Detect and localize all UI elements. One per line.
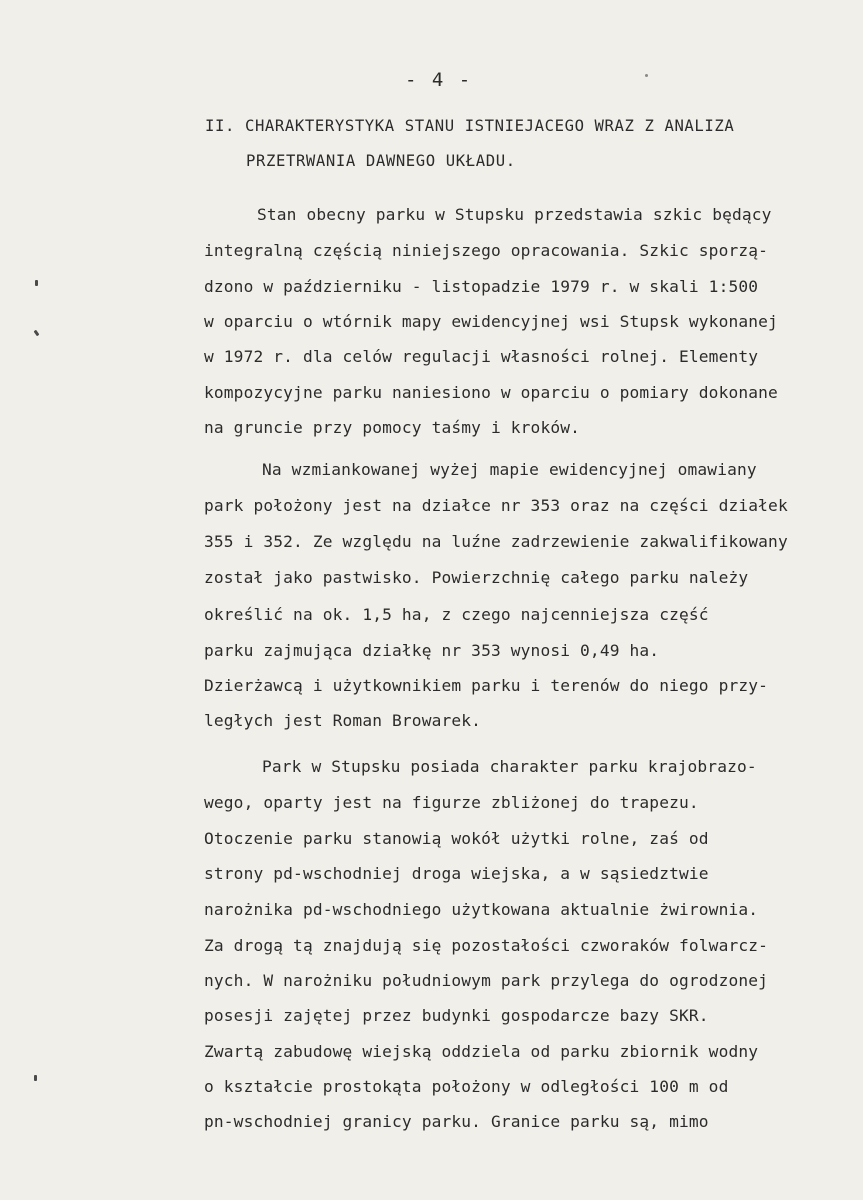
text-line: ległych jest Roman Browarek. [204,711,482,730]
text-line: na gruncie przy pomocy taśmy i kroków. [204,418,581,437]
text-line: Otoczenie parku stanowią wokół użytki rolne, zaś od [204,829,709,848]
section-heading-line-2: PRZETRWANIA DAWNEGO UKŁADU. [246,152,516,170]
speck-mark [645,74,648,77]
text-line: Dzierżawcą i użytkownikiem parku i terenów do niego przy- [204,676,769,695]
margin-mark [34,330,40,337]
text-line: Park w Stupsku posiada charakter parku krajobrazo- [262,757,757,776]
page-number: - 4 - [405,69,473,91]
text-line: kompozycyjne parku naniesiono w oparciu o pomiary dokonane [204,383,778,402]
text-line: o kształcie prostokąta położony w odległości 100 m od [204,1077,729,1096]
text-line: 355 i 352. Ze względu na luźne zadrzewienie zakwalifikowany [204,532,788,551]
text-line: nych. W narożniku południowym park przylega do ogrodzonej [204,971,769,990]
margin-mark [34,1075,37,1081]
text-line: parku zajmująca działkę nr 353 wynosi 0,49 ha. [204,641,660,660]
text-line: w oparciu o wtórnik mapy ewidencyjnej wsi Stupsk wykonanej [204,312,778,331]
text-line: pn-wschodniej granicy parku. Granice parku są, mimo [204,1112,709,1131]
text-line: Zwartą zabudowę wiejską oddziela od parku zbiornik wodny [204,1042,759,1061]
text-line: określić na ok. 1,5 ha, z czego najcenniejsza część [204,605,709,624]
text-line: park położony jest na działce nr 353 oraz na części działek [204,496,788,515]
text-line: został jako pastwisko. Powierzchnię całego parku należy [204,568,749,587]
text-line: integralną częścią niniejszego opracowania. Szkic sporzą- [204,241,769,260]
text-line: Stan obecny parku w Stupsku przedstawia szkic będący [257,205,772,224]
text-line: Za drogą tą znajdują się pozostałości czworaków folwarcz- [204,936,769,955]
text-line: wego, oparty jest na figurze zbliżonej do trapezu. [204,793,699,812]
section-heading-line-1: II. CHARAKTERYSTYKA STANU ISTNIEJACEGO WRAZ Z ANALIZA [205,117,735,135]
text-line: narożnika pd-wschodniego użytkowana aktualnie żwirownia. [204,900,759,919]
text-line: Na wzmiankowanej wyżej mapie ewidencyjnej omawiany [262,460,757,479]
text-line: strony pd-wschodniej droga wiejska, a w sąsiedztwie [204,864,709,883]
text-line: posesji zajętej przez budynki gospodarcze bazy SKR. [204,1006,709,1025]
text-line: dzono w październiku - listopadzie 1979 r. w skali 1:500 [204,277,759,296]
margin-mark [35,280,38,286]
text-line: w 1972 r. dla celów regulacji własności rolnej. Elementy [204,347,759,366]
